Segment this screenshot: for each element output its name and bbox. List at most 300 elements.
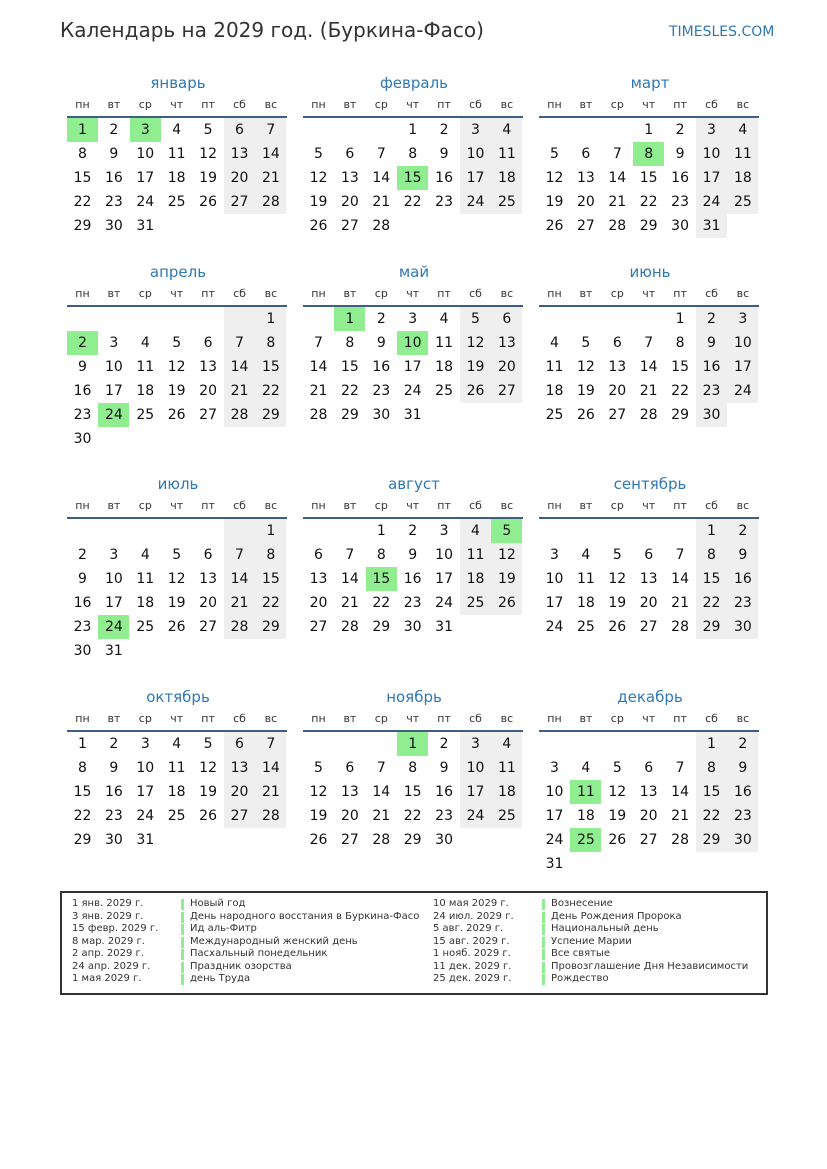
day-cell: 16: [696, 355, 727, 379]
weekday-label: сб: [705, 499, 718, 512]
day-cell: 21: [255, 166, 286, 190]
weekday-label: вт: [343, 712, 357, 725]
weekday-label: ср: [374, 287, 388, 300]
day-cell: 27: [224, 804, 255, 828]
weekday-label: ср: [610, 712, 624, 725]
weekday-label: пн: [547, 98, 562, 111]
day-cell: 7: [675, 760, 685, 776]
day-cell: 28: [255, 804, 286, 828]
day-cell: 4: [581, 760, 591, 776]
day-cell: 2: [727, 732, 758, 756]
day-cell: 4: [140, 335, 150, 351]
day-cell: 24: [545, 619, 564, 635]
holiday-date: 11 дек. 2029 г.: [433, 960, 512, 972]
weekday-label: вт: [107, 98, 121, 111]
day-cell: 25: [545, 407, 564, 423]
day-cell: 29: [340, 407, 359, 423]
holiday-date: 15 авг. 2029 г.: [433, 935, 510, 947]
day-cell: 27: [199, 407, 217, 423]
weekday-label: ср: [138, 98, 152, 111]
day-cell: 22: [372, 595, 391, 611]
day-cell: 30: [372, 407, 391, 423]
day-cell: 31: [104, 643, 123, 659]
day-cell: 26: [460, 379, 491, 403]
day-cell: 13: [491, 331, 522, 355]
day-cell: 12: [199, 760, 217, 776]
day-cell: 8: [78, 760, 87, 776]
month-days: [303, 732, 525, 876]
day-cell: 22: [696, 804, 727, 828]
day-cell: 1: [67, 118, 98, 142]
day-cell: 14: [608, 170, 627, 186]
day-cell: 3: [140, 736, 150, 752]
weekday-label: пт: [437, 287, 451, 300]
holiday-date: 1 мая 2029 г.: [72, 973, 142, 984]
day-cell: 27: [491, 379, 522, 403]
day-cell: 16: [403, 571, 422, 587]
day-cell: 19: [309, 194, 328, 210]
day-cell: 5: [612, 547, 622, 563]
day-cell: 10: [136, 146, 155, 162]
holiday-marker: [542, 974, 545, 985]
weekday-label: пн: [547, 499, 562, 512]
day-cell: 1: [255, 307, 286, 331]
day-cell: 28: [309, 407, 328, 423]
weekday-label: сб: [233, 98, 246, 111]
day-cell: 8: [408, 760, 418, 776]
month-days: [303, 519, 525, 663]
day-cell: 7: [224, 331, 255, 355]
weekday-label: ср: [138, 712, 152, 725]
day-cell: 4: [172, 122, 182, 138]
day-cell: 30: [671, 218, 689, 234]
day-cell: 18: [545, 383, 564, 399]
weekday-label: вт: [343, 499, 357, 512]
day-cell: 23: [435, 194, 453, 210]
day-cell: 19: [199, 784, 217, 800]
month-days: [539, 307, 761, 451]
day-cell: 18: [576, 595, 595, 611]
day-cell: 15: [639, 170, 658, 186]
weekday-label: чт: [170, 287, 184, 300]
day-cell: 17: [545, 808, 564, 824]
day-cell: 5: [612, 760, 622, 776]
day-cell: 20: [309, 595, 328, 611]
holiday-date: 25 дек. 2029 г.: [433, 973, 512, 984]
weekday-label: вс: [500, 98, 514, 111]
day-cell: 7: [255, 732, 286, 756]
day-cell: 30: [104, 832, 123, 848]
day-cell: 23: [435, 808, 453, 824]
weekday-header: [67, 287, 289, 301]
day-cell: 22: [639, 194, 658, 210]
day-cell: 10: [104, 571, 123, 587]
holiday-marker: [542, 899, 545, 910]
day-cell: 25: [576, 619, 595, 635]
weekday-label: сб: [233, 287, 246, 300]
day-cell: 21: [255, 780, 286, 804]
day-cell: 16: [727, 567, 758, 591]
day-cell: 30: [696, 403, 727, 427]
day-cell: 18: [167, 170, 186, 186]
weekday-label: чт: [406, 499, 420, 512]
day-cell: 15: [696, 780, 727, 804]
day-cell: 11: [460, 543, 491, 567]
day-cell: 25: [435, 383, 453, 399]
page-title: Календарь на 2029 год. (Буркина-Фасо): [60, 18, 484, 42]
weekday-label: вт: [343, 98, 357, 111]
day-cell: 24: [98, 403, 129, 427]
weekday-header: [303, 712, 525, 726]
day-cell: 13: [639, 571, 658, 587]
day-cell: 21: [309, 383, 328, 399]
holiday-name: Новый год: [190, 898, 246, 909]
day-cell: 12: [199, 146, 217, 162]
day-cell: 4: [581, 547, 591, 563]
day-cell: 21: [372, 808, 391, 824]
day-cell: 1: [397, 732, 428, 756]
month-name: апрель: [149, 263, 207, 281]
weekday-label: сб: [233, 499, 246, 512]
day-cell: 12: [309, 784, 328, 800]
day-cell: 7: [675, 547, 685, 563]
weekday-label: вс: [736, 499, 750, 512]
day-cell: 28: [671, 619, 689, 635]
day-cell: 29: [696, 828, 727, 852]
day-cell: 24: [460, 190, 491, 214]
day-cell: 11: [570, 780, 601, 804]
day-cell: 30: [727, 828, 758, 852]
day-cell: 31: [403, 407, 422, 423]
day-cell: 2: [439, 736, 449, 752]
holiday-name: Все святые: [551, 948, 610, 959]
weekday-label: вт: [579, 98, 593, 111]
day-cell: 13: [224, 142, 255, 166]
day-cell: 1: [696, 519, 727, 543]
day-cell: 22: [340, 383, 359, 399]
weekday-header: [303, 287, 525, 301]
month-days: [539, 519, 761, 663]
weekday-label: вт: [107, 712, 121, 725]
holiday-date: 1 янв. 2029 г.: [72, 898, 144, 909]
day-cell: 29: [671, 407, 689, 423]
day-cell: 30: [435, 832, 453, 848]
month-days: [539, 118, 761, 262]
day-cell: 5: [550, 146, 559, 162]
day-cell: 10: [727, 331, 758, 355]
day-cell: 17: [136, 784, 155, 800]
day-cell: 11: [167, 760, 186, 776]
day-cell: 23: [73, 619, 92, 635]
day-cell: 26: [199, 808, 217, 824]
day-cell: 8: [696, 756, 727, 780]
day-cell: 20: [608, 383, 627, 399]
day-cell: 24: [98, 615, 129, 639]
day-cell: 14: [372, 170, 391, 186]
day-cell: 8: [255, 331, 286, 355]
day-cell: 19: [460, 355, 491, 379]
holiday-name: Вознесение: [551, 898, 613, 909]
day-cell: 21: [671, 595, 689, 611]
weekday-label: чт: [170, 98, 184, 111]
day-cell: 8: [255, 543, 286, 567]
day-cell: 9: [109, 146, 119, 162]
holiday-marker: [181, 962, 184, 973]
day-cell: 2: [109, 736, 119, 752]
day-cell: 17: [104, 595, 123, 611]
day-cell: 17: [136, 170, 155, 186]
weekday-label: вс: [736, 287, 750, 300]
weekday-label: ср: [610, 499, 624, 512]
weekday-label: ср: [374, 98, 388, 111]
day-cell: 24: [136, 194, 155, 210]
weekday-label: сб: [469, 287, 482, 300]
day-cell: 3: [109, 547, 119, 563]
weekday-label: сб: [705, 287, 718, 300]
day-cell: 21: [608, 194, 627, 210]
holiday-date: 1 нояб. 2029 г.: [433, 948, 511, 959]
day-cell: 10: [460, 756, 491, 780]
day-cell: 27: [608, 407, 627, 423]
day-cell: 24: [435, 595, 453, 611]
day-cell: 11: [136, 359, 155, 375]
day-cell: 6: [581, 146, 591, 162]
day-cell: 31: [696, 214, 727, 238]
day-cell: 23: [403, 595, 422, 611]
day-cell: 10: [460, 142, 491, 166]
day-cell: 2: [408, 523, 418, 539]
day-cell: 5: [581, 335, 591, 351]
weekday-label: пн: [75, 98, 90, 111]
day-cell: 14: [372, 784, 391, 800]
day-cell: 1: [696, 732, 727, 756]
day-cell: 21: [340, 595, 359, 611]
day-cell: 26: [309, 832, 328, 848]
day-cell: 29: [255, 403, 286, 427]
day-cell: 20: [224, 780, 255, 804]
day-cell: 25: [167, 808, 186, 824]
day-cell: 9: [78, 571, 87, 587]
day-cell: 14: [255, 756, 286, 780]
day-cell: 19: [576, 383, 595, 399]
weekday-label: сб: [705, 98, 718, 111]
day-cell: 2: [67, 331, 98, 355]
day-cell: 9: [727, 543, 758, 567]
day-cell: 15: [397, 166, 428, 190]
holiday-name: Ид аль-Фитр: [190, 923, 257, 934]
day-cell: 6: [345, 760, 355, 776]
month-days: [67, 307, 289, 451]
day-cell: 4: [550, 335, 559, 351]
holiday-date: 15 февр. 2029 г.: [72, 923, 159, 934]
weekday-label: пт: [201, 499, 215, 512]
day-cell: 26: [491, 591, 522, 615]
day-cell: 15: [340, 359, 359, 375]
day-cell: 12: [309, 170, 328, 186]
day-cell: 19: [608, 595, 627, 611]
day-cell: 13: [224, 756, 255, 780]
weekday-header: [303, 499, 525, 513]
day-cell: 23: [104, 194, 123, 210]
day-cell: 23: [696, 379, 727, 403]
month-days: [539, 732, 761, 876]
day-cell: 8: [376, 547, 386, 563]
day-cell: 2: [439, 122, 449, 138]
day-cell: 26: [167, 619, 186, 635]
day-cell: 19: [167, 595, 186, 611]
day-cell: 27: [639, 832, 658, 848]
weekday-label: пт: [201, 287, 215, 300]
day-cell: 1: [376, 523, 386, 539]
month-name: ноябрь: [386, 688, 442, 706]
day-cell: 25: [167, 194, 186, 210]
month-name: сентябрь: [613, 475, 687, 493]
day-cell: 13: [340, 170, 359, 186]
holiday-marker: [542, 949, 545, 960]
day-cell: 5: [172, 335, 182, 351]
weekday-header: [539, 712, 761, 726]
day-cell: 31: [136, 218, 155, 234]
day-cell: 7: [644, 335, 654, 351]
weekday-label: ср: [138, 499, 152, 512]
day-cell: 29: [73, 832, 92, 848]
day-cell: 10: [104, 359, 123, 375]
day-cell: 23: [727, 591, 758, 615]
day-cell: 28: [372, 832, 391, 848]
day-cell: 30: [104, 218, 123, 234]
holiday-date: 2 апр. 2029 г.: [72, 948, 144, 959]
day-cell: 29: [403, 832, 422, 848]
day-cell: 3: [696, 118, 727, 142]
day-cell: 18: [435, 359, 453, 375]
holiday-date: 24 апр. 2029 г.: [72, 960, 151, 972]
month-name: июнь: [629, 263, 671, 281]
day-cell: 3: [550, 547, 559, 563]
holiday-marker: [181, 912, 184, 923]
weekday-label: ср: [138, 287, 152, 300]
day-cell: 23: [73, 407, 92, 423]
holiday-name: Пасхальный понедельник: [190, 948, 328, 959]
day-cell: 18: [727, 166, 758, 190]
month-name: февраль: [379, 74, 449, 92]
month-days: [303, 118, 525, 262]
day-cell: 19: [167, 383, 186, 399]
day-cell: 25: [727, 190, 758, 214]
day-cell: 19: [199, 170, 217, 186]
month-days: [67, 118, 289, 262]
day-cell: 17: [460, 780, 491, 804]
day-cell: 20: [224, 166, 255, 190]
day-cell: 2: [675, 122, 685, 138]
day-cell: 25: [136, 619, 155, 635]
holiday-name: День Рождения Пророка: [551, 910, 682, 922]
day-cell: 7: [345, 547, 355, 563]
day-cell: 12: [491, 543, 522, 567]
month-days: [67, 732, 289, 876]
day-cell: 20: [639, 808, 658, 824]
holiday-marker: [181, 924, 184, 935]
day-cell: 6: [612, 335, 622, 351]
day-cell: 18: [460, 567, 491, 591]
holiday-name: Провозглашение Дня Независимости: [551, 960, 749, 972]
weekday-label: ср: [374, 712, 388, 725]
day-cell: 20: [340, 808, 359, 824]
day-cell: 15: [255, 355, 286, 379]
day-cell: 22: [696, 591, 727, 615]
day-cell: 8: [345, 335, 355, 351]
weekday-label: вс: [264, 98, 278, 111]
day-cell: 3: [439, 523, 449, 539]
day-cell: 28: [372, 218, 391, 234]
weekday-label: чт: [642, 712, 656, 725]
day-cell: 24: [460, 804, 491, 828]
day-cell: 14: [340, 571, 359, 587]
day-cell: 16: [104, 170, 123, 186]
weekday-label: вс: [736, 98, 750, 111]
weekday-label: пт: [201, 712, 215, 725]
weekday-label: вс: [264, 287, 278, 300]
holiday-marker: [542, 962, 545, 973]
weekday-header: [539, 287, 761, 301]
day-cell: 26: [608, 832, 627, 848]
day-cell: 24: [136, 808, 155, 824]
day-cell: 13: [199, 571, 217, 587]
day-cell: 30: [73, 643, 92, 659]
day-cell: 4: [491, 118, 522, 142]
holiday-date: 10 мая 2029 г.: [433, 898, 509, 909]
day-cell: 1: [644, 122, 654, 138]
day-cell: 5: [314, 760, 323, 776]
weekday-label: ср: [610, 98, 624, 111]
day-cell: 28: [639, 407, 658, 423]
day-cell: 16: [435, 784, 453, 800]
day-cell: 13: [608, 359, 627, 375]
day-cell: 9: [376, 335, 386, 351]
day-cell: 16: [104, 784, 123, 800]
day-cell: 20: [199, 383, 217, 399]
weekday-label: вт: [579, 499, 593, 512]
day-cell: 16: [727, 780, 758, 804]
weekday-header: [67, 712, 289, 726]
brand-link[interactable]: TIMESLES.COM: [669, 24, 775, 40]
weekday-header: [303, 98, 525, 112]
day-cell: 28: [224, 403, 255, 427]
day-cell: 28: [224, 615, 255, 639]
day-cell: 1: [78, 736, 87, 752]
day-cell: 18: [167, 784, 186, 800]
holiday-marker: [181, 949, 184, 960]
month-name: декабрь: [617, 688, 683, 706]
day-cell: 9: [675, 146, 685, 162]
day-cell: 22: [255, 591, 286, 615]
day-cell: 17: [104, 383, 123, 399]
day-cell: 10: [435, 547, 453, 563]
day-cell: 8: [633, 142, 664, 166]
day-cell: 26: [199, 194, 217, 210]
day-cell: 4: [140, 547, 150, 563]
day-cell: 9: [78, 359, 87, 375]
day-cell: 17: [545, 595, 564, 611]
day-cell: 9: [439, 760, 449, 776]
day-cell: 27: [340, 832, 359, 848]
day-cell: 2: [109, 122, 119, 138]
holiday-name: Международный женский день: [190, 935, 358, 947]
day-cell: 10: [136, 760, 155, 776]
day-cell: 3: [550, 760, 559, 776]
day-cell: 10: [545, 571, 564, 587]
day-cell: 21: [224, 379, 255, 403]
day-cell: 11: [491, 142, 522, 166]
